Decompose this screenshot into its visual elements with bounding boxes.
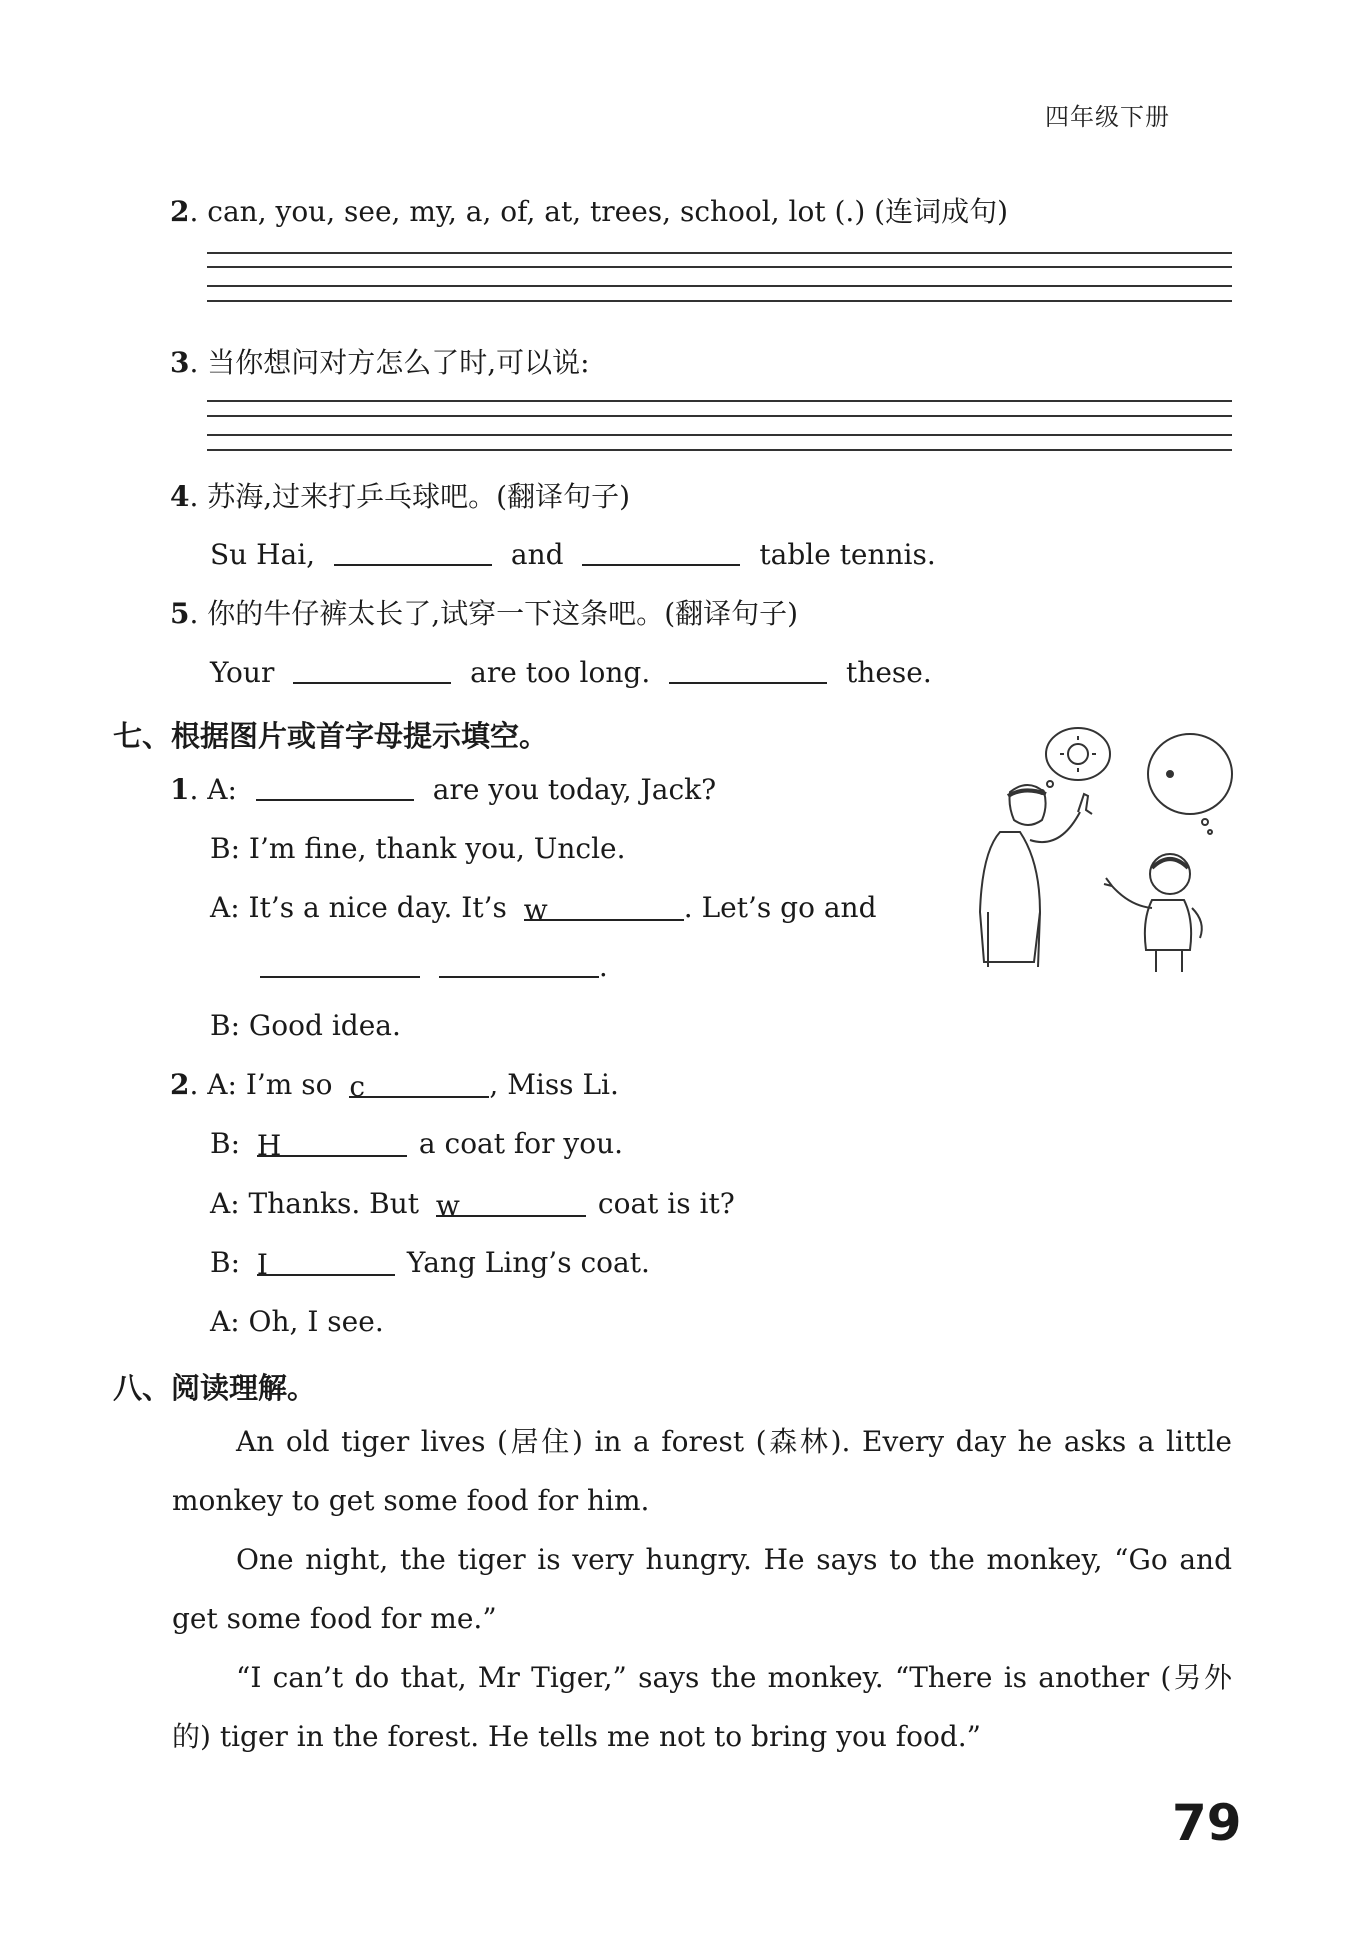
question-number: 5: [170, 597, 190, 630]
text: these.: [846, 656, 932, 689]
dialogue-2-line-1: [170, 1068, 619, 1102]
paragraph: An old tiger lives (居住) in a forest (森林). Every day he asks a little monkey to get some food for him.: [172, 1425, 1232, 1517]
sun-icon: [1068, 744, 1088, 764]
text: . A: I’m so: [189, 1068, 333, 1101]
q4-answer-row: [210, 538, 936, 572]
paragraph: “I can’t do that, Mr Tiger,” says the monkey. “There is another (另外的) tiger in the forest. He tells me not to bring you food.”: [172, 1661, 1232, 1753]
text: coat is it?: [597, 1187, 735, 1220]
man-and-boy-illustration: [960, 722, 1240, 972]
grade-label: 四年级下册: [1045, 103, 1170, 131]
dialogue-1-line-2: B: I’m fine, thank you, Uncle.: [210, 832, 626, 865]
blank-field[interactable]: [260, 950, 420, 978]
page-number: 79: [1172, 1794, 1242, 1852]
answer-line: [207, 285, 1232, 287]
question-text: . 你的牛仔裤太长了,试穿一下这条吧。(翻译句子): [189, 597, 799, 630]
blank-field[interactable]: [435, 1189, 586, 1222]
dialogue-2-line-5: A: Oh, I see.: [210, 1305, 384, 1338]
blank-field[interactable]: [256, 1129, 407, 1162]
question-text: . can, you, see, my, a, of, at, trees, school, lot (.) (连词成句): [189, 195, 1008, 228]
text: a coat for you.: [418, 1127, 624, 1160]
hint-letter: I: [256, 1248, 268, 1281]
text: and: [510, 538, 564, 571]
text: . A:: [189, 773, 237, 806]
answer-line: [207, 415, 1232, 417]
text: A: Thanks. But: [210, 1187, 419, 1220]
hint-letter: w: [523, 893, 548, 926]
answer-line: [207, 252, 1232, 254]
thought-bubble: [1148, 734, 1232, 814]
question-number: 2: [170, 1068, 190, 1101]
blank-field[interactable]: [439, 950, 599, 978]
blank-field[interactable]: [256, 773, 414, 801]
dialogue-1-line-4: [260, 950, 608, 984]
question-number: 4: [170, 480, 190, 513]
question-number: 1: [170, 773, 190, 806]
dialogue-1-line-3: [210, 891, 877, 925]
answer-line: [207, 266, 1232, 268]
text: A: It’s a nice day. It’s: [210, 891, 507, 924]
text: . Let’s go and: [683, 891, 877, 924]
text: .: [598, 950, 608, 983]
question-3: [170, 346, 590, 380]
answer-line: [207, 449, 1232, 451]
dialogue-2-line-4: [210, 1246, 650, 1280]
text: B:: [210, 1246, 241, 1279]
text: B:: [210, 1127, 241, 1160]
hint-letter: H: [256, 1129, 282, 1162]
blank-field[interactable]: [669, 656, 827, 684]
q5-answer-row: [210, 656, 932, 690]
thought-bubble: [1046, 728, 1110, 780]
text: Yang Ling’s coat.: [406, 1246, 650, 1279]
section-7-title: 七、根据图片或首字母提示填空。: [113, 719, 549, 753]
question-text: . 当你想问对方怎么了时,可以说:: [189, 346, 590, 379]
blank-field[interactable]: [349, 1070, 489, 1103]
text: table tennis.: [759, 538, 936, 571]
answer-line: [207, 434, 1232, 436]
dialogue-1-line-1: [170, 773, 716, 807]
question-number: 3: [170, 346, 190, 379]
blank-field[interactable]: [334, 538, 492, 566]
blank-field[interactable]: [523, 893, 684, 926]
dialogue-2-line-2: [210, 1127, 623, 1161]
hint-letter: w: [435, 1189, 460, 1222]
answer-line: [207, 400, 1232, 402]
dialogue-2-line-3: [210, 1187, 735, 1221]
question-2: [170, 195, 1008, 229]
section-8-title: 八、阅读理解。: [113, 1371, 317, 1405]
question-5: [170, 597, 798, 631]
text: are too long.: [470, 656, 651, 689]
text: Su Hai,: [210, 538, 316, 571]
text: , Miss Li.: [489, 1068, 619, 1101]
hint-letter: c: [349, 1070, 366, 1103]
paragraph: One night, the tiger is very hungry. He says to the monkey, “Go and get some food for me.”: [172, 1543, 1232, 1635]
question-text: . 苏海,过来打乒乓球吧。(翻译句子): [189, 480, 631, 513]
text: Your: [210, 656, 275, 689]
dialogue-1-line-5: B: Good idea.: [210, 1009, 401, 1042]
blank-field[interactable]: [256, 1248, 395, 1281]
answer-line: [207, 300, 1232, 302]
blank-field[interactable]: [582, 538, 740, 566]
text: are you today, Jack?: [432, 773, 717, 806]
question-4: [170, 480, 630, 514]
question-number: 2: [170, 195, 190, 228]
reading-passage: [172, 1412, 1232, 1766]
blank-field[interactable]: [293, 656, 451, 684]
